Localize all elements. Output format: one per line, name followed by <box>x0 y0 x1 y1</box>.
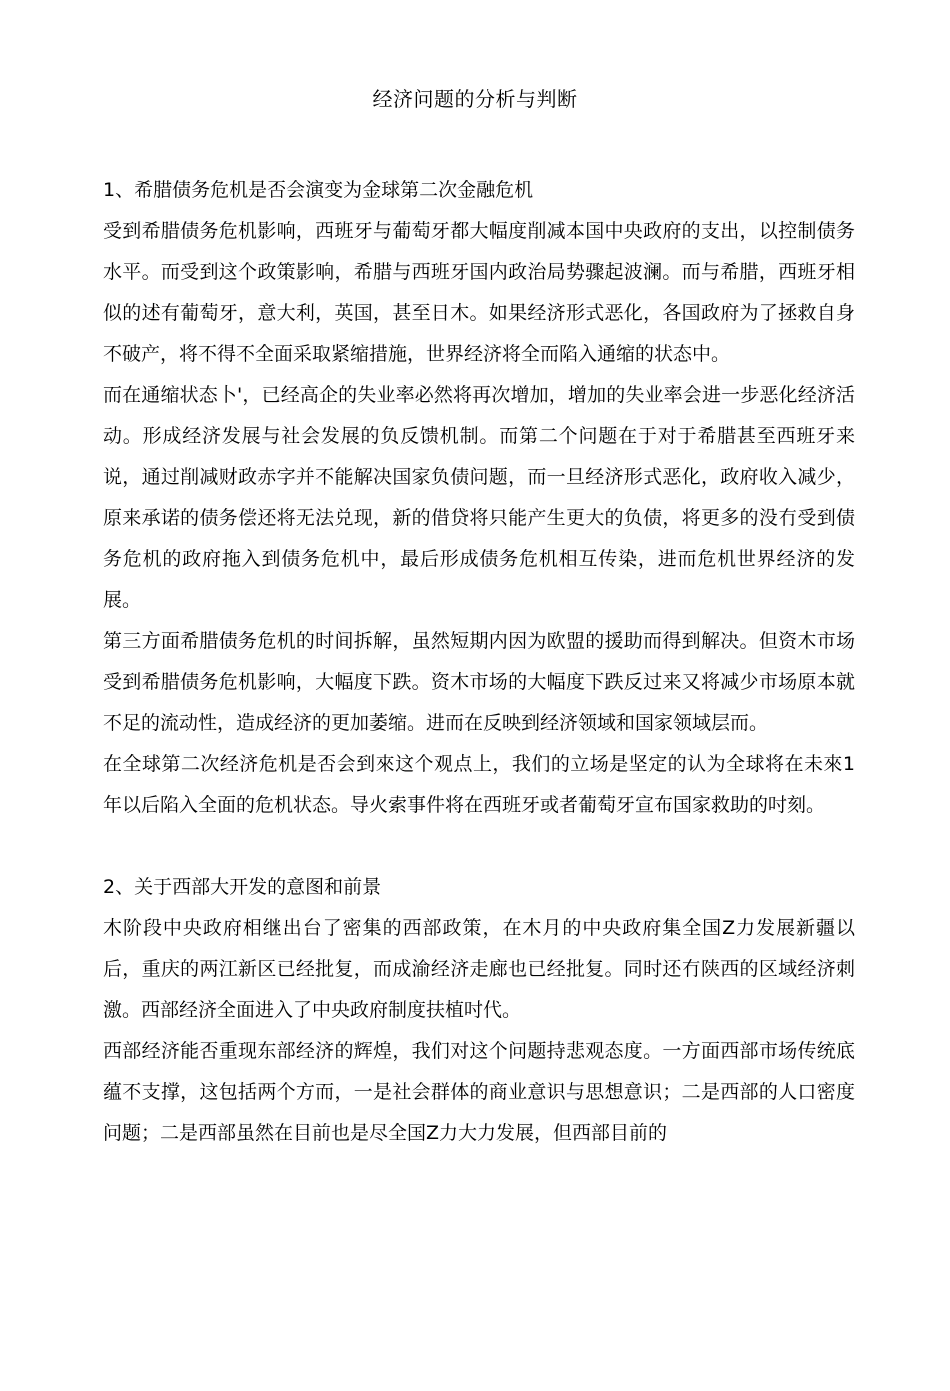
document-body <box>103 170 855 1154</box>
section-1 <box>103 170 855 826</box>
paragraph: 西部经济能否重现东部经济的辉煌，我们对这个问题持悲观态度。一方面西部市场传统底蕴不支撑，这包括两个方而，一是社会群体的商业意识与思想意识；二是西部的人口密度问题；二是西部虽然在目前也是尽全国Z力大力发展，但西部目前的 <box>103 1040 855 1144</box>
paragraph: 木阶段中央政府相继出台了密集的西部政策，在木月的中央政府集全国Z力发展新疆以后，重庆的两江新区已经批复，而成渝经济走廊也已经批复。同时还冇陕西的区域经济刺激。西部经济全面进入了中央政府制度扶植吋代。 <box>103 917 855 1021</box>
section-heading: 1、希腊债务危机是否会演变为金球第二次金融危机 <box>103 179 534 201</box>
paragraph: 而在通缩状态卜'，已经高企的失业率必然将再次增加，增加的失业率会进一步恶化经济活动。形成经济发展与社会发展的负反馈机制。而第二个问题在于对于希腊甚至西班牙来说，通过削减财政赤字并不能解决国家负债问题，而一旦经济形式恶化，政府收入减少，原来承诺的债务偿还将无法兑现，新的借贷将只能产生更大的负债，将更多的没冇受到债务危机的政府拖入到债务危机中，最后形成债务危机相互传染，进而危机世界经济的发展。 <box>103 384 855 611</box>
section-heading: 2、关于西部大开发的意图和前景 <box>103 876 382 898</box>
paragraph: 在全球第二次经济危机是否会到來这个观点上，我们的立场是坚定的认为全球将在未來1年以后陷入全面的危机状态。导火索事件将在西班牙或者葡萄牙宣布国家救助的吋刻。 <box>103 753 855 816</box>
section-spacer <box>103 826 855 867</box>
paragraph: 受到希腊债务危机影响，西班牙与葡萄牙都大幅度削减本国中央政府的支出，以控制债务水平。而受到这个政策影响，希腊与西班牙国内政治局势骤起波澜。而与希腊，西班牙相似的述有葡萄牙，意大利，英国，甚至日木。如果经济形式恶化，各国政府为了拯救自身不破产，将不得不全面采取紧缩措施，世界经济将全而陷入通缩的状态中。 <box>103 220 855 365</box>
paragraph: 第三方面希腊债务危机的时间拆解，虽然短期内因为欧盟的援助而得到解决。但资木市场受到希腊债务危机影响，大幅度下跌。资木市场的大幅度下跌反过来又将减少市场原本就不足的流动性，造成经济的更加萎缩。进而在反映到经济领域和国家领域层而。 <box>103 630 855 734</box>
section-2 <box>103 867 855 1154</box>
page-title: 经济问题的分析与判断 <box>372 87 578 111</box>
